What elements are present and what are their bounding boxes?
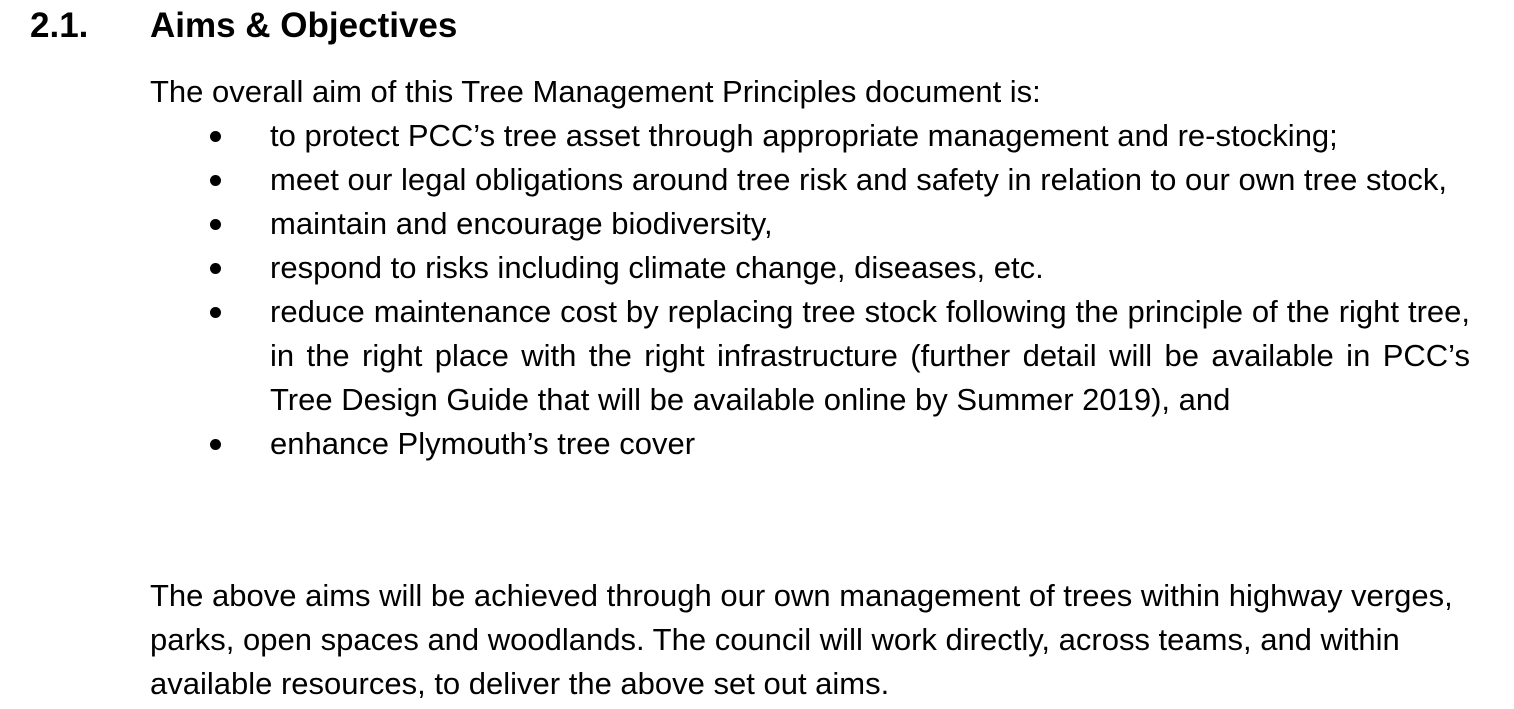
bullet-icon: [210, 131, 221, 142]
section-number: 2.1.: [30, 6, 89, 45]
bullet-icon: [210, 307, 221, 318]
bullet-icon: [210, 175, 221, 186]
list-item-text: to protect PCC’s tree asset through appropriate management and re-stocking;: [270, 118, 1338, 153]
list-item-text: enhance Plymouth’s tree cover: [270, 426, 696, 461]
list-item: [150, 246, 1470, 290]
list-item-text: reduce maintenance cost by replacing tree stock following the principle of the right tree, in the right place with the right infrastructure (further detail will be available in PCC’s Tree Design Guide that will be available online by Summer 2019), and: [270, 294, 1470, 417]
bullet-icon: [210, 263, 221, 274]
list-item: [150, 114, 1470, 158]
list-item-text: maintain and encourage biodiversity,: [270, 206, 773, 241]
section-heading: [30, 4, 457, 48]
list-item: [150, 422, 1470, 466]
list-item: [150, 290, 1470, 422]
bullet-icon: [210, 439, 221, 450]
bullet-icon: [210, 219, 221, 230]
list-item: [150, 158, 1470, 202]
closing-paragraph: The above aims will be achieved through our own management of trees within highway verges, parks, open spaces and woodlands. The council will work directly, across teams, and within available resources, to deliver the above set out aims.: [150, 578, 1453, 701]
list-item: [150, 202, 1470, 246]
list-item-text: respond to risks including climate change, diseases, etc.: [270, 250, 1044, 285]
intro-paragraph: The overall aim of this Tree Management Principles document is:: [150, 74, 1041, 109]
list-item-text: meet our legal obligations around tree risk and safety in relation to our own tree stock,: [270, 162, 1447, 197]
aims-list: [150, 114, 1470, 466]
section-title: Aims & Objectives: [150, 6, 458, 45]
